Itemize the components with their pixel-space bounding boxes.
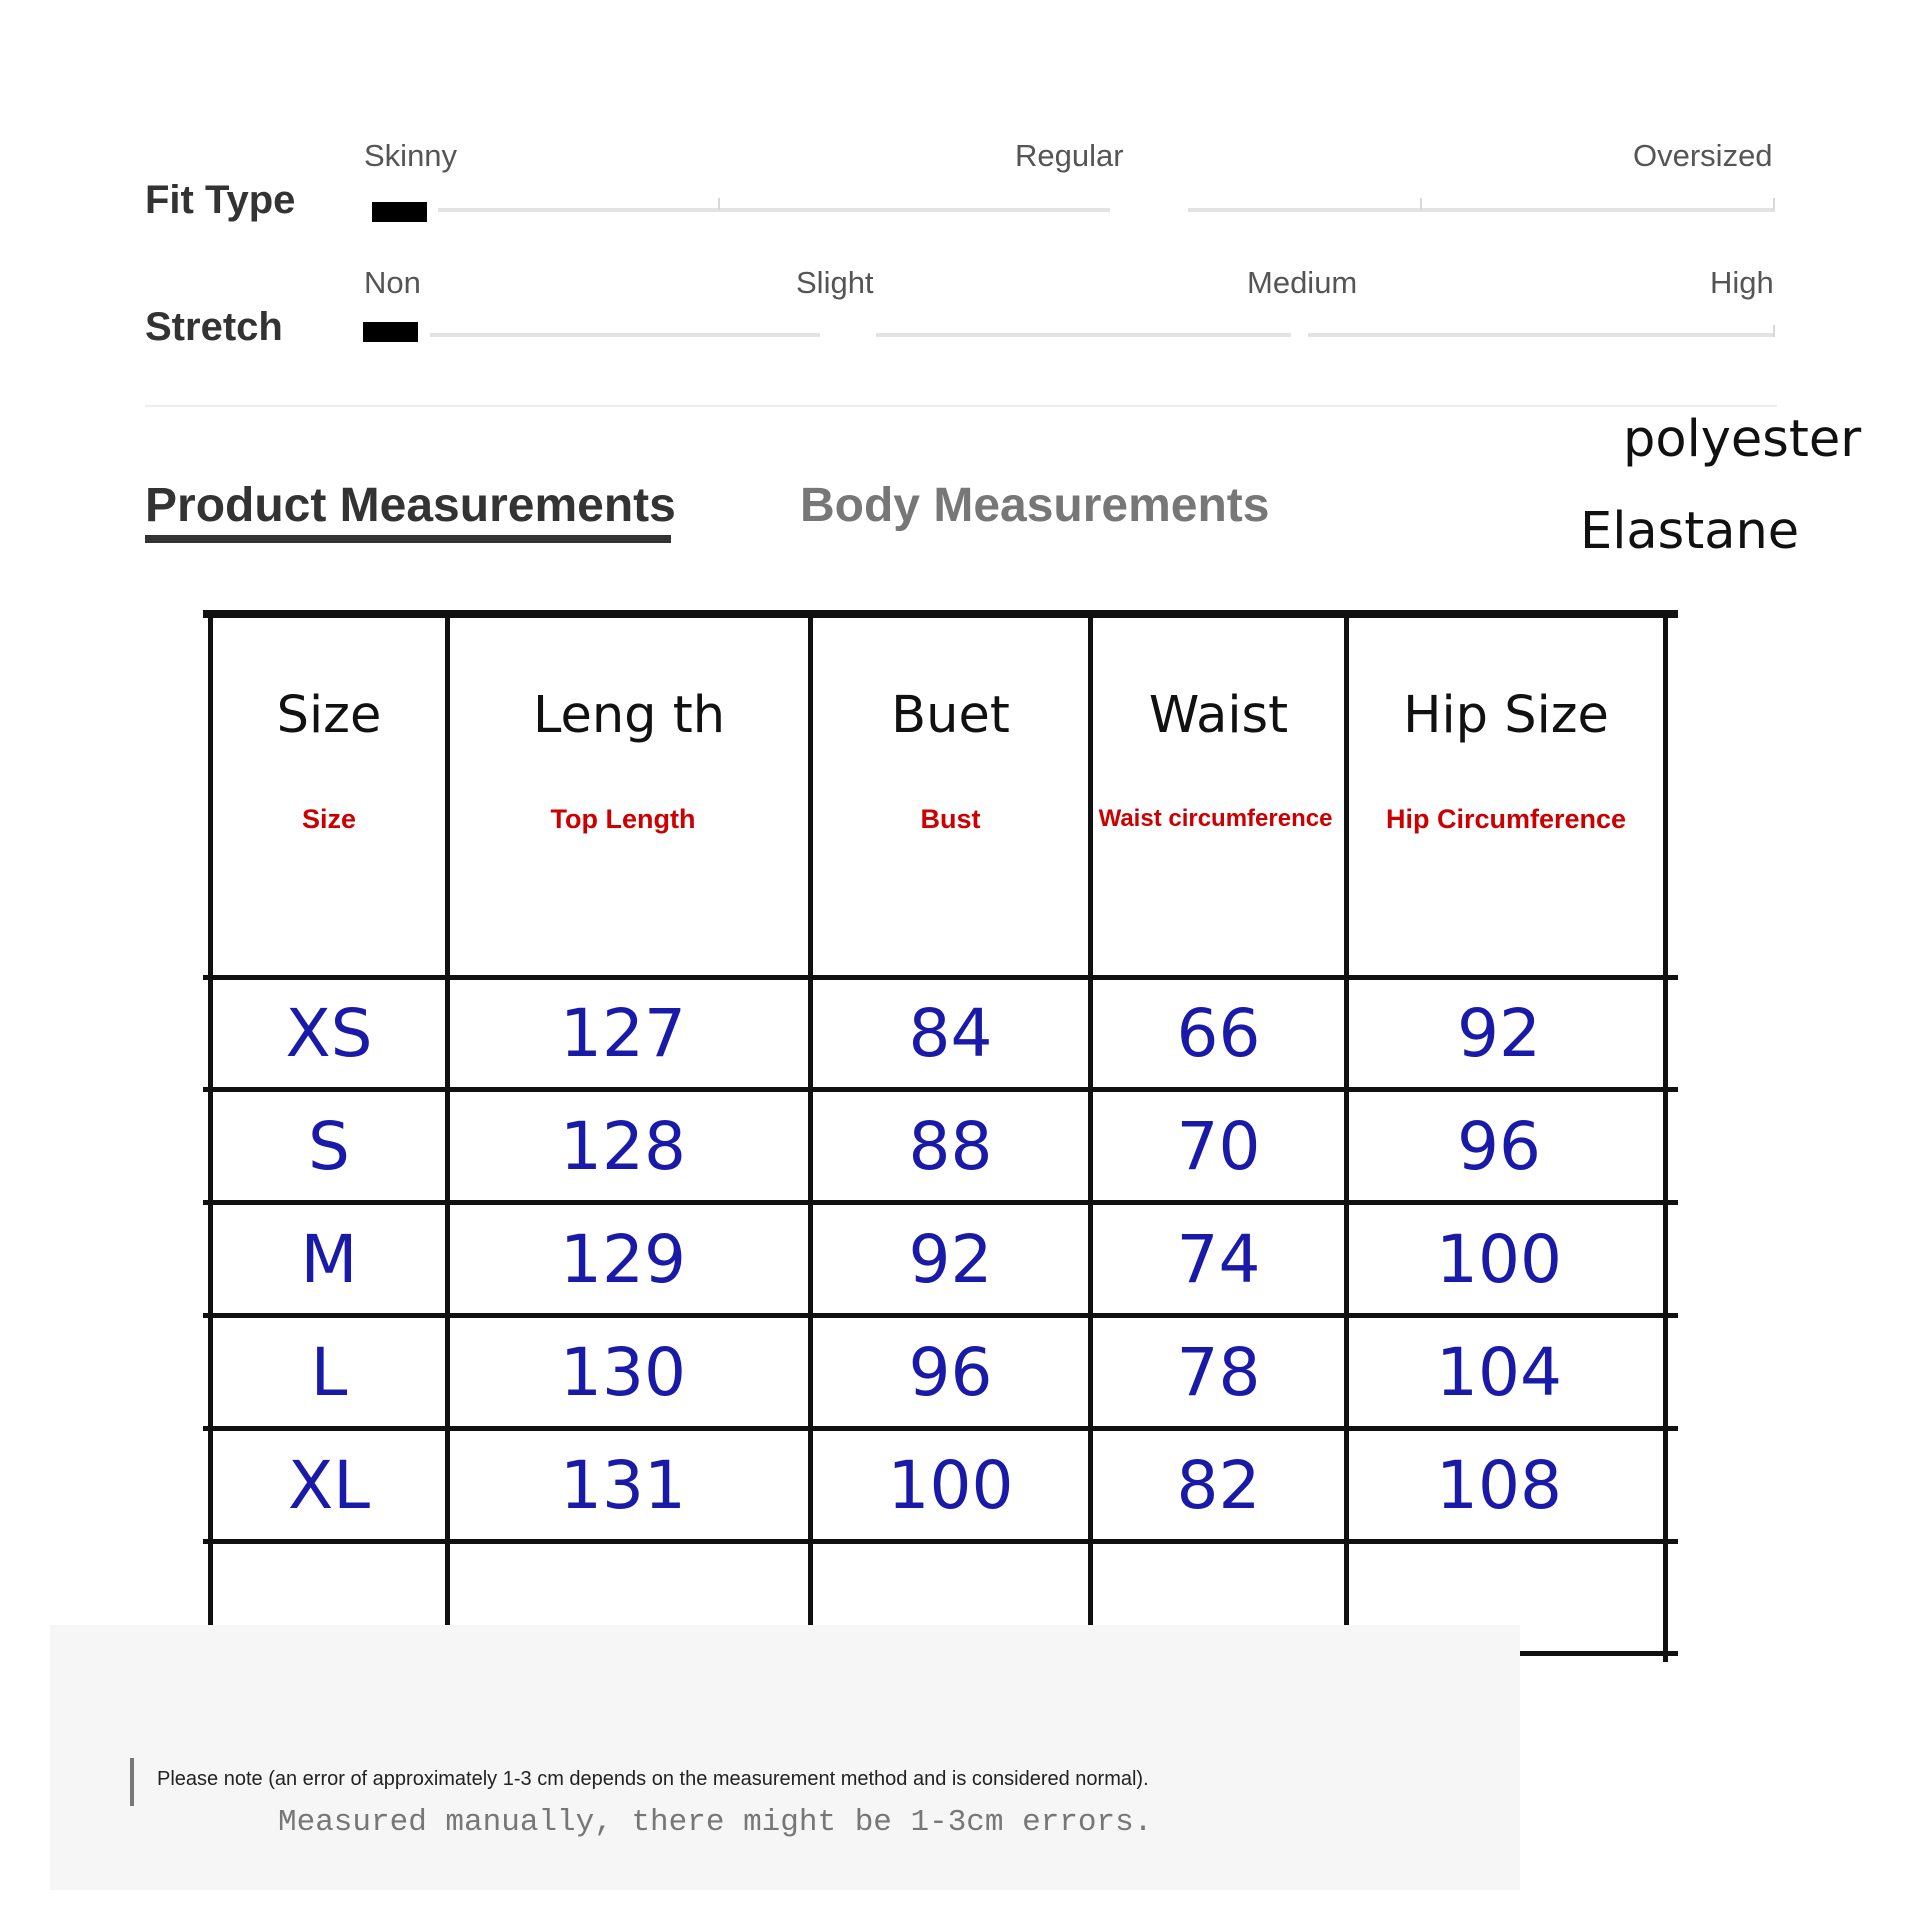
table-cell: XL [288,1446,370,1524]
table-cell: 100 [887,1446,1014,1524]
header-length: Leng th [532,685,726,745]
table-cell: 104 [1436,1333,1562,1411]
note-text: Please note (an error of approximately 1-3 cm depends on the measurement method and is considered normal). [157,1768,1149,1790]
table-cell: XS [285,995,373,1072]
table-cell: 88 [908,1107,993,1185]
table-cell: 100 [1436,1220,1562,1298]
table-cell: 84 [908,995,993,1072]
table-cell: 78 [1176,1333,1261,1411]
table-cell: L [310,1333,348,1411]
fit-option-skinny: Skinny [364,138,458,173]
table-cell: 131 [560,1446,686,1524]
table-grid-line [203,610,1678,618]
table-cell: 96 [908,1333,993,1411]
table-cell: 108 [1436,1446,1562,1524]
header-size: Size [276,685,382,745]
header-sub-size: Size [301,803,357,834]
stretch-option-medium: Medium [1247,265,1358,300]
table-cell: 82 [1176,1446,1261,1524]
fit-tick [1420,198,1422,210]
material-polyester: polyester [1623,410,1862,469]
fit-track-left [438,208,1110,212]
header-sub-waist: Waist circumference [1098,805,1333,832]
tab-product-measurements[interactable]: Product Measurements [145,479,676,532]
table-grid-line [203,1539,1678,1544]
table-cell: 92 [908,1220,993,1298]
note-text-manual: Measured manually, there might be 1-3cm errors. [278,1805,1153,1840]
section-divider [145,405,1777,407]
fit-selected-marker [372,202,427,222]
stretch-label: Stretch [145,305,283,349]
fit-option-oversized: Oversized [1633,138,1773,173]
fit-track-right [1188,208,1775,212]
stretch-option-slight: Slight [796,265,874,300]
table-cell: 127 [560,995,686,1072]
table-cell: 96 [1457,1107,1541,1185]
stretch-option-non: Non [364,265,421,300]
table-cell: S [308,1107,350,1185]
active-tab-underline [145,535,671,543]
table-cell: 130 [560,1333,686,1411]
fit-tick [1773,198,1775,210]
stretch-track [1308,333,1775,337]
table-cell: 129 [560,1220,686,1298]
table-cell: M [300,1220,358,1298]
stretch-selected-marker [363,322,418,342]
table-cell: 128 [560,1107,686,1185]
header-sub-top-length: Top Length [550,803,696,834]
table-cell: 92 [1457,995,1541,1072]
tab-body-measurements[interactable]: Body Measurements [800,479,1270,532]
material-elastane: Elastane [1580,502,1800,561]
header-bust: Buet [891,685,1010,745]
header-hip-size: Hip Size [1403,685,1609,745]
stretch-tick [1773,325,1775,337]
table-cell: 66 [1176,995,1261,1072]
fit-option-regular: Regular [1015,138,1124,173]
table-cell: 70 [1176,1107,1261,1185]
header-sub-hip: Hip Circumference [1385,803,1627,834]
table-cell: 74 [1176,1220,1261,1298]
stretch-track [430,333,820,337]
fit-type-label: Fit Type [145,178,296,222]
stretch-option-high: High [1710,265,1774,300]
header-sub-bust: Bust [920,803,981,834]
stretch-track [876,333,1291,337]
note-accent-bar [130,1758,134,1806]
table-grid-line [1663,612,1668,1662]
fit-tick [718,198,720,210]
header-waist: Waist [1148,685,1289,745]
note-panel [50,1625,1520,1890]
